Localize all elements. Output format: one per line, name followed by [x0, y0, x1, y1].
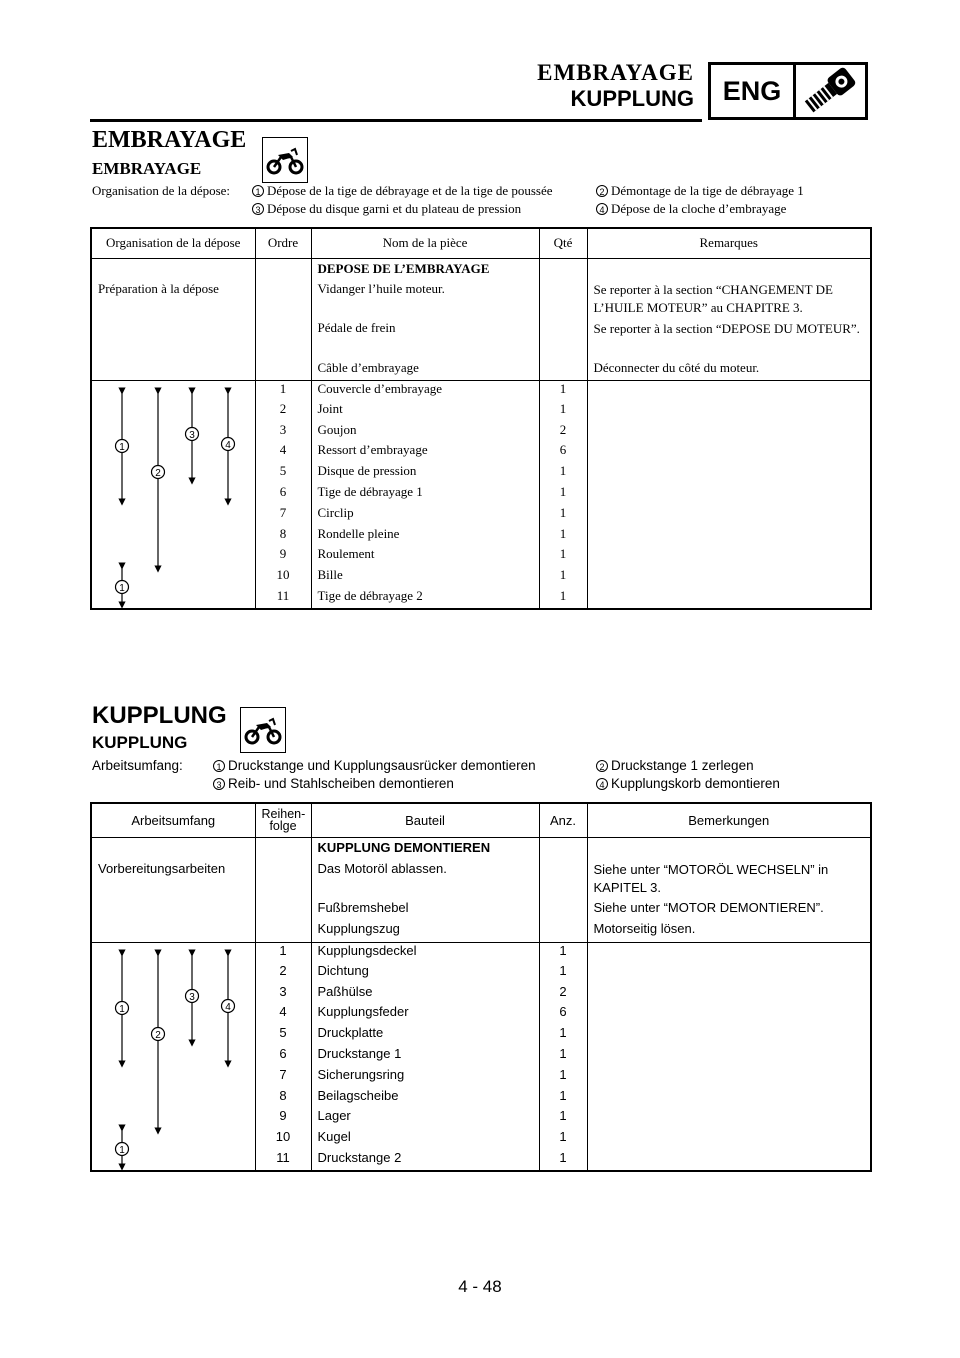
- table-row: 7 Sicherungsring 1: [91, 1067, 871, 1088]
- table-row: 5 Disque de pression 1: [91, 463, 871, 484]
- table-row: [91, 837, 871, 858]
- fr-org-item-2: 2 Démontage de la tige de débrayage 1: [596, 182, 804, 199]
- page-number: 4 - 48: [458, 1277, 502, 1296]
- table-row: 6 Tige de débrayage 1 1: [91, 484, 871, 505]
- table-row: 3 Paßhülse 2: [91, 984, 871, 1005]
- arrow-label-1b: 1: [119, 582, 125, 594]
- col-header: Ordre: [255, 228, 311, 258]
- arrow-label-4: 4: [225, 1001, 231, 1013]
- arrow-label-3: 3: [189, 429, 195, 441]
- col-header: Anz.: [539, 803, 587, 837]
- table-row: Pédale de frein Se reporter à la section “DEPOSE DU MOTEUR”.: [91, 320, 871, 360]
- table-row: 2 Joint 1: [91, 401, 871, 422]
- table-row: Kupplungszug Motorseitig lösen.: [91, 921, 871, 942]
- arrow-label-2: 2: [155, 467, 161, 479]
- prep-label: Préparation à la dépose: [98, 281, 219, 296]
- table-row: 3 Goujon 2: [91, 422, 871, 443]
- col-header: Remarques: [587, 228, 871, 258]
- engine-gear-icon: [796, 65, 865, 117]
- table-row: 1 2 3 4 1 1 Couvercle d’embrayage 1: [91, 380, 871, 401]
- de-org-item-1: 1 Druckstange und Kupplungsausrücker demontieren: [213, 757, 536, 775]
- arrow-label-1: 1: [119, 1003, 125, 1015]
- table-row: 2 Dichtung 1: [91, 963, 871, 984]
- de-org-item-3: 3 Reib- und Stahlscheiben demontieren: [213, 775, 454, 793]
- table-row: 8 Beilagscheibe 1: [91, 1088, 871, 1109]
- table-row: Préparation à la dépose Vidanger l’huile moteur. Se reporter à la section “CHANGEMENT DE L’HUILE MOTEUR” au CHAPITRE 3.: [91, 278, 871, 320]
- fr-org-label: Organisation de la dépose:: [92, 183, 231, 198]
- removal-order-diagram: [91, 380, 255, 609]
- de-org-item-2: 2 Druckstange 1 zerlegen: [596, 757, 754, 775]
- table-row: 7 Circlip 1: [91, 505, 871, 526]
- header-title-fr: EMBRAYAGE: [537, 60, 694, 85]
- table-row: Câble d’embrayage Déconnecter du côté du moteur.: [91, 360, 871, 380]
- table-row: [91, 258, 871, 278]
- col-header: Bauteil: [311, 803, 539, 837]
- fr-parts-table: [90, 227, 872, 610]
- removal-order-diagram: [91, 942, 255, 1171]
- arrow-label-1: 1: [119, 441, 125, 453]
- table-row: 6 Druckstange 1 1: [91, 1046, 871, 1067]
- table-row: 8 Rondelle pleine 1: [91, 526, 871, 547]
- table-row: 9 Lager 1: [91, 1108, 871, 1129]
- prep-section-title: DEPOSE DE L’EMBRAYAGE: [311, 258, 539, 278]
- arrow-label-4: 4: [225, 439, 231, 451]
- eng-badge: [708, 62, 868, 120]
- table-row: 10 Kugel 1: [91, 1129, 871, 1150]
- fr-section-title: EMBRAYAGE: [92, 127, 247, 153]
- table-row: Fußbremshebel Siehe unter “MOTOR DEMONTIEREN”.: [91, 900, 871, 921]
- col-header: Reihen- folge: [255, 803, 311, 837]
- motorcycle-icon: [262, 137, 308, 183]
- fr-org-item-3: 3 Dépose du disque garni et du plateau de pression: [252, 200, 521, 217]
- col-header: Bemerkungen: [587, 803, 871, 837]
- motorcycle-icon: [240, 707, 286, 753]
- de-org-label: Arbeitsumfang:: [92, 758, 183, 773]
- de-section-subtitle: KUPPLUNG: [92, 733, 188, 752]
- table-row: 10 Bille 1: [91, 567, 871, 588]
- fr-section-subtitle: EMBRAYAGE: [92, 159, 202, 178]
- prep-label: Vorbereitungsarbeiten: [98, 861, 226, 876]
- arrow-label-1b: 1: [119, 1144, 125, 1156]
- header-title-de: KUPPLUNG: [570, 86, 694, 111]
- fr-org-item-1: 1 Dépose de la tige de débrayage et de la tige de poussée: [252, 182, 553, 199]
- col-header: Nom de la pièce: [311, 228, 539, 258]
- eng-badge-label: ENG: [711, 65, 796, 117]
- table-row: 4 Ressort d’embrayage 6: [91, 442, 871, 463]
- table-row: 1 2 3 4 1 1 Kupplungsdeckel 1: [91, 942, 871, 963]
- table-row: 11 Druckstange 2 1: [91, 1150, 871, 1171]
- col-header: Qté: [539, 228, 587, 258]
- arrow-label-2: 2: [155, 1029, 161, 1041]
- de-org-item-4: 4 Kupplungskorb demontieren: [596, 775, 780, 793]
- arrow-label-3: 3: [189, 991, 195, 1003]
- table-row: 11 Tige de débrayage 2 1: [91, 588, 871, 609]
- header-rule: [90, 119, 702, 122]
- prep-section-title: KUPPLUNG DEMONTIEREN: [311, 837, 539, 858]
- fr-org-item-4: 4 Dépose de la cloche d’embrayage: [596, 200, 786, 217]
- table-header-row: [91, 803, 871, 837]
- table-row: Vorbereitungsarbeiten Das Motoröl ablassen. Siehe unter “MOTORÖL WECHSELN” in KAPITEL 3.: [91, 858, 871, 900]
- de-parts-table: [90, 802, 872, 1172]
- table-header-row: [91, 228, 871, 258]
- col-header: Organisation de la dépose: [91, 228, 255, 258]
- col-header: Arbeitsumfang: [91, 803, 255, 837]
- table-row: 9 Roulement 1: [91, 546, 871, 567]
- de-section-title: KUPPLUNG: [92, 702, 227, 729]
- table-row: 4 Kupplungsfeder 6: [91, 1004, 871, 1025]
- table-row: 5 Druckplatte 1: [91, 1025, 871, 1046]
